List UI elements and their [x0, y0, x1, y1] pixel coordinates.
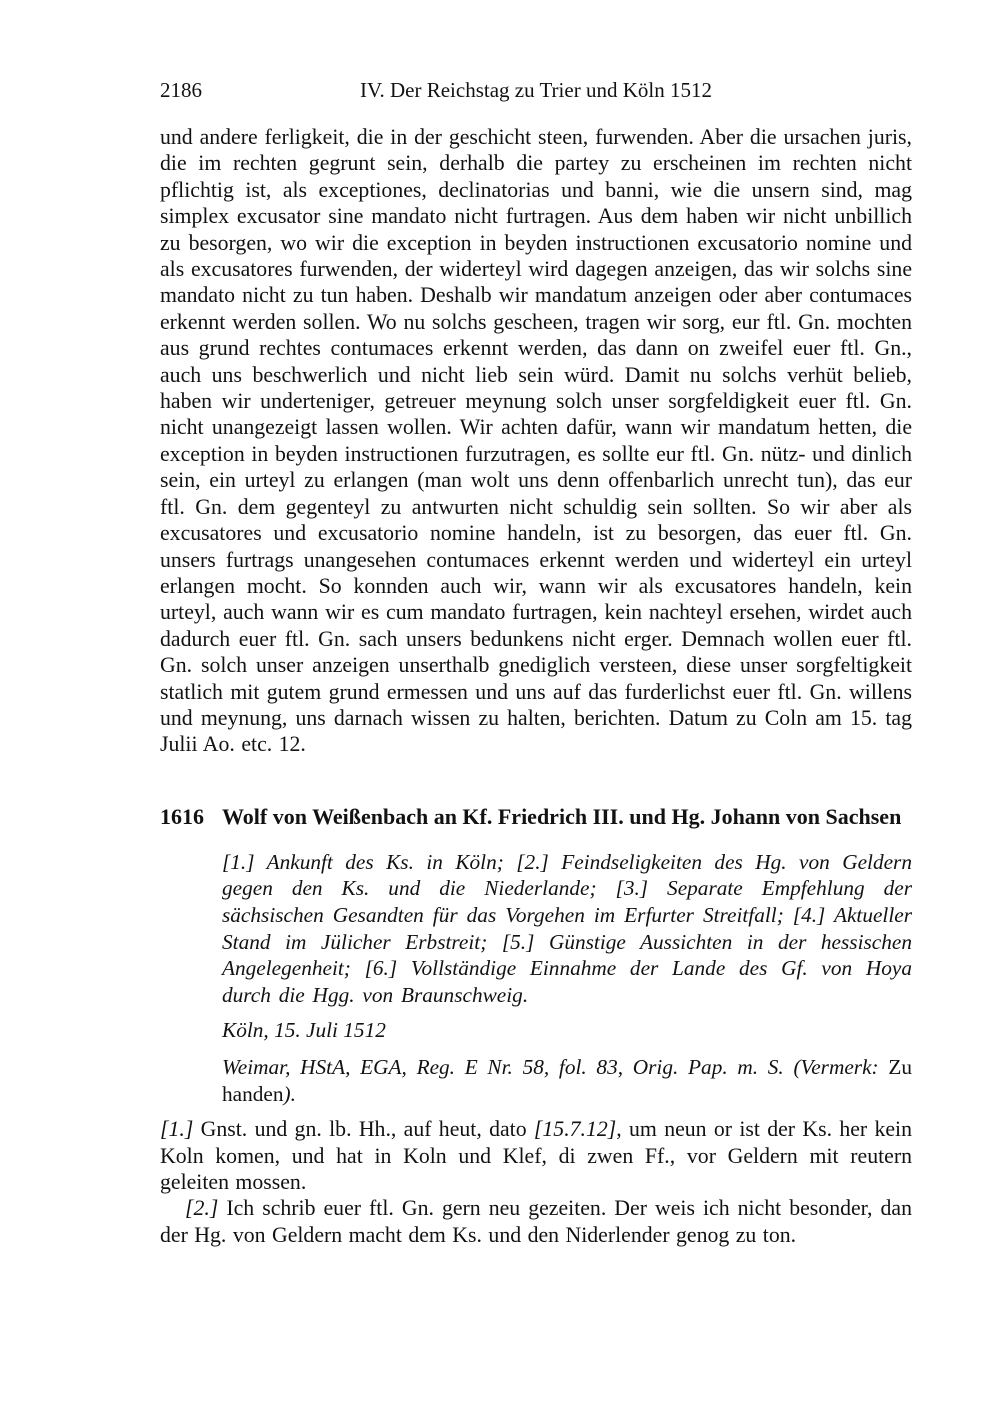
- paragraph-2-text: Ich schrib euer ftl. Gn. gern neu gezeiten. Der weis ich nicht besonder, dan der Hg. von Geldern macht dem Ks. und den Niderlender genog zu ton.: [160, 1196, 912, 1247]
- letter-continuation-paragraph: und andere ferligkeit, die in der geschicht steen, furwenden. Aber die ursachen juris, die im rechten gegrunt sein, derhalb die partey zu erscheinen im rechten nicht pflichtig ist, als exceptiones, declinatorias und banni, wie die unsern sind, mag simplex excusator sine mandato nicht furtragen. Aus dem haben wir nicht unbillich zu besorgen, wo wir die exception in beyden instructionen excusatorio nomine und als excusatores furwenden, der widerteyl wird dagegen anzeigen, das wir solchs sine mandato nicht zu tun haben. Deshalb wir mandatum anzeigen oder aber contumaces erkennt werden sollen. Wo nu solchs gescheen, tragen wir sorg, eur ftl. Gn. mochten aus grund rechtes contumaces erkennt werden, das dann on zweifel euer ftl. Gn., auch uns beschwerlich und nicht lieb sein würd. Damit nu solchs verhüt belieb, haben wir underteniger, getreuer meynung solch unser sorgfeldigkeit euer ftl. Gn. nicht unangezeigt lassen wollen. Wir achten dafür, wann wir mandatum hetten, die exception in beyden instructionen furzutragen, es sollte eur ftl. Gn. nütz- und dinlich sein, ein urteyl zu erlangen (man wolt uns denn offenbarlich unrecht tun), das eur ftl. Gn. dem gegenteyl zu antwurten nicht schuldig sein sollten. So wir aber als excusatores und excusatorio nomine handeln, ist zu besorgen, das euer ftl. Gn. unsers furtrags unangesehen contumaces erkennt werden und widerteyl ein urteyl erlangen mocht. So konnden auch wir, wann wir als excusatores handeln, kein urteyl, auch wann wir es cum mandato furtragen, kein nachteyl ersehen, wirdet auch dadurch euer ftl. Gn. sach unsers bedunkens nicht erger. Demnach wollen euer ftl. Gn. solch unser anzeigen unserthalb gnediglich versteen, diese unser sorgfeltigkeit statlich mit gutem grund ermessen und uns auf das furderlichst euer ftl. Gn. willens und meynung, uns darnach wissen zu halten, berichten. Datum zu Coln am 15. tag Julii Ao. etc. 12.: [160, 125, 912, 757]
- running-header-title: IV. Der Reichstag zu Trier und Köln 1512: [360, 78, 712, 102]
- entry-meta-block: [222, 849, 912, 1107]
- source-closing: ).: [283, 1081, 296, 1106]
- source-italic-lead: Weimar, HStA, EGA, Reg. E Nr. 58, fol. 83, Orig. Pap. m. S. (Vermerk:: [222, 1054, 889, 1079]
- entry-title: Wolf von Weißenbach an Kf. Friedrich III. und Hg. Johann von Sachsen: [222, 803, 902, 829]
- entry-heading: [160, 803, 912, 830]
- entry-source-reference: [222, 1054, 912, 1107]
- paragraph-1-text-a: Gnst. und gn. lb. Hh., auf heut, dato: [193, 1117, 534, 1142]
- letter-paragraph-1: [160, 1116, 912, 1195]
- letter-paragraph-2: [160, 1195, 912, 1248]
- running-header: [160, 78, 912, 103]
- paragraph-2-marker: [2.]: [185, 1196, 219, 1221]
- paragraph-1-text-b: , um neun or ist der Ks. her kein Koln komen, und hat in Koln und Klef, di zwen Ff., vor Geldern mit reutern geleiten mossen.: [160, 1117, 912, 1194]
- entry-number: 1616: [160, 803, 204, 829]
- paragraph-1-date-insert: [15.7.12]: [533, 1117, 617, 1142]
- paragraph-1-marker: [1.]: [160, 1117, 194, 1142]
- source-roman-note: Zu handen: [222, 1054, 912, 1106]
- page-number: 2186: [160, 78, 202, 102]
- entry-summary: [1.] Ankunft des Ks. in Köln; [2.] Feindseligkeiten des Hg. von Geldern gegen den Ks. und die Niederlande; [3.] Separate Empfehlung der sächsischen Gesandten für das Vorgehen im Erfurter Streitfall; [4.] Aktueller Stand im Jülicher Erbstreit; [5.] Günstige Aussichten in der hessischen Angelegenheit; [6.] Vollständige Einnahme der Lande des Gf. von Hoya durch die Hgg. von Braunschweig.: [222, 849, 912, 1007]
- entry-place-date: Köln, 15. Juli 1512: [222, 1018, 386, 1043]
- text-block: [160, 78, 912, 1248]
